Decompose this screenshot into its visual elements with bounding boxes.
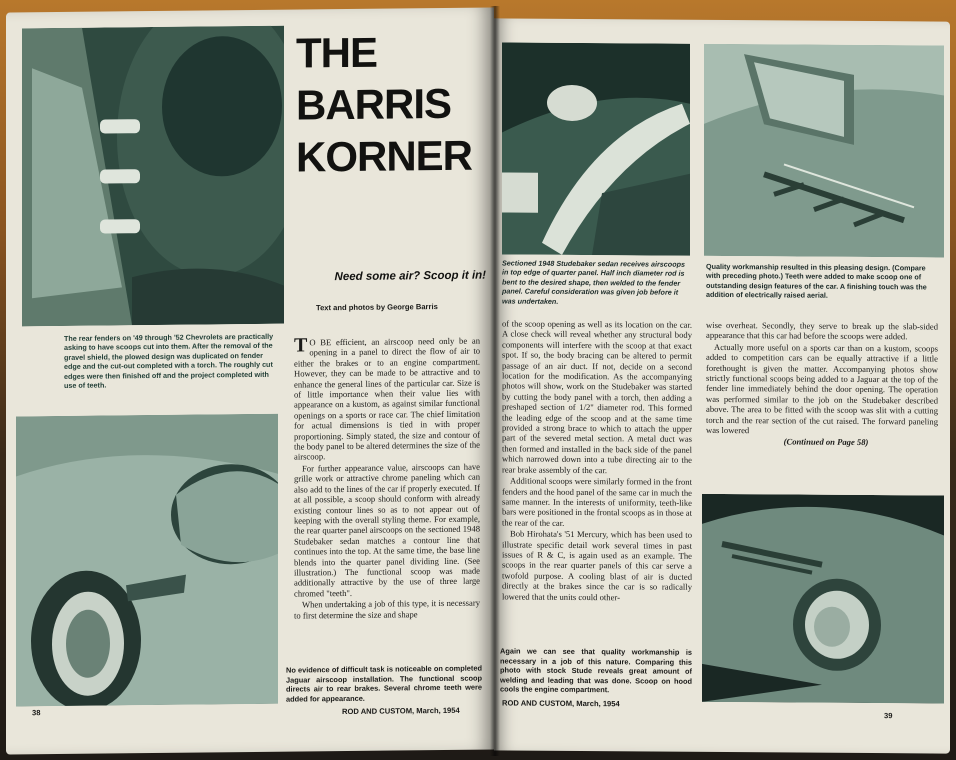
- page-number-left: 38: [32, 708, 41, 718]
- photo-studebaker-rod: [502, 42, 690, 255]
- byline: Text and photos by George Barris: [316, 302, 438, 313]
- paragraph-text: O BE efficient, an airscoop need only be an opening in a panel to direct the flow of air to either the brakes or to an engine compartment. However, they can be made to be attractive and to enhance the general lines of the particular car. Size is of little importance when their value lies with appearance on a kustom, as against similar functional openings on a sports or race car. The chief limitation for actual dimensions is tied in with proper proportioning. Simply stated, the size and contour of the body panel to be altered determines the size of the airscoop.: [294, 335, 480, 463]
- page-number-right: 39: [884, 711, 893, 721]
- caption-jaguar: No evidence of difficult task is noticeable on completed Jaguar airscoop installation. The functional scoop directs air to rear brakes. Several chrome teeth were added for appearance.: [286, 663, 482, 704]
- photo-jaguar-scoop: [16, 414, 278, 707]
- article-subtitle: Need some air? Scoop it in!: [334, 269, 486, 284]
- spine-gutter: [490, 6, 500, 756]
- paragraph: wise overheat. Secondly, they serve to break up the slab-sided appearance that this car had before the scoops were added.: [706, 319, 938, 342]
- title-line: BARRIS: [296, 79, 452, 129]
- paragraph: Actually more useful on a sports car than on a kustom, scoops added to competition cars can be equally attractive if a little forethought is given the matter. Accompanying photos show strictly functional scoops being added to a Jaguar at the top of the fender line immediately behind the door opening. The operation was performed similar to the job on the Studebaker described above. The area to be fitted with the scoop was slit with a cutting torch and the rear section of the cut raised. The forward paneling was lowered: [706, 341, 938, 436]
- paragraph: For further appearance value, airscoops can have grille work or attractive chrome paneling which can also add to the lines of the car if properly executed. If at all possible, a scoop should conform with already existing contour lines so as to not appear out of keeping with the overall styling theme. For example, the rear quarter panel airscoops on the sectioned 1948 Studebaker sedan matches a contour line that continues into the top. At the same time, the base line blends into the quarter panel dividing line. (See illustration.) The functional scoop was made additionally attractive by the use of three large chromed "teeth".: [294, 461, 480, 599]
- photo-mercury-headlight: [702, 494, 944, 704]
- paragraph: When undertaking a job of this type, it is necessary to first determine the size and shape: [294, 597, 480, 621]
- footer-right: ROD AND CUSTOM, March, 1954: [502, 698, 620, 709]
- right-page: [494, 18, 950, 753]
- left-page: [6, 7, 494, 754]
- caption-studebaker-rod: Sectioned 1948 Studebaker sedan receives airscoops in top edge of quarter panel. Half inch diameter rod is bent to the desired shape, then welded to the fender panel. Careful consideration was given job before it was undertaken.: [502, 258, 685, 306]
- footer-left: ROD AND CUSTOM, March, 1954: [342, 705, 460, 717]
- title-line: KORNER: [296, 131, 473, 181]
- paragraph: of the scoop opening as well as its location on the car. A close check will reveal whether any structural body components will interfere with the scoop at that exact spot. If so, the body bracing can be altered to permit passage of an air duct. If not, decide on a second location for the modification. As the accompanying photos will show, work on the Studebaker was started by cutting the body panel with a torch, then adding a preshaped section of 1/2" diameter rod. This formed the leading edge of the scoop and at the same time provided a strong brace to which to attach the upper part of the severed metal section. A metal duct was then formed and installed in the back side of the panel which narrowed down into a tube directing air to the rear brake assembly of the car.: [502, 318, 692, 475]
- middle-text-column: [502, 318, 692, 651]
- caption-mercury: Again we can see that quality workmanship is necessary in a job of this nature. Comparing this photo with stock Stude reveals great amount of welding and leading that was done. Scoop on hood cools the engine compartment.: [500, 646, 692, 695]
- photo-chevrolet-fender: [22, 26, 284, 327]
- continued-note: (Continued on Page 58): [783, 436, 869, 448]
- caption-studebaker-teeth: Quality workmanship resulted in this pleasing design. (Compare with preceding photo.) Teeth were added to make scoop one of outstanding design features of the car. A finishing touch was the addition of electrically raised aerial.: [706, 261, 927, 300]
- paragraph: Additional scoops were similarly formed in the front fenders and the hood panel of the same car in much the same manner. In the interests of uniformity, teeth-like bars were positioned in the frontal scoops as in those at the rear of the car.: [502, 475, 692, 528]
- drop-cap: T: [294, 334, 308, 357]
- paragraph: [294, 336, 480, 463]
- paragraph: Bob Hirohata's '51 Mercury, which has been used to illustrate specific detail work several times in past issues of R & C, is again used as an example. The scoops in the rear quarter panels of this car serve a twofold purpose. A cooling blast of air is ducted directly at the brakes since the car is so radically lowered that the units could other-: [502, 528, 692, 602]
- right-text-column: [706, 320, 938, 492]
- article-title: [296, 26, 476, 184]
- left-text-column: [294, 336, 480, 658]
- caption-chevrolet: The rear fenders on '49 through '52 Chevrolets are practically asking to have scoops cut into them. After the removal of the gravel shield, the plowed design was duplicated on fender edge and the cut-out completed with a torch. The roughly cut edges were then finished off and the project completed with use of teeth.: [64, 331, 274, 390]
- photo-studebaker-teeth: [704, 44, 944, 258]
- magazine-spread: [6, 6, 950, 756]
- title-line: THE: [296, 28, 377, 77]
